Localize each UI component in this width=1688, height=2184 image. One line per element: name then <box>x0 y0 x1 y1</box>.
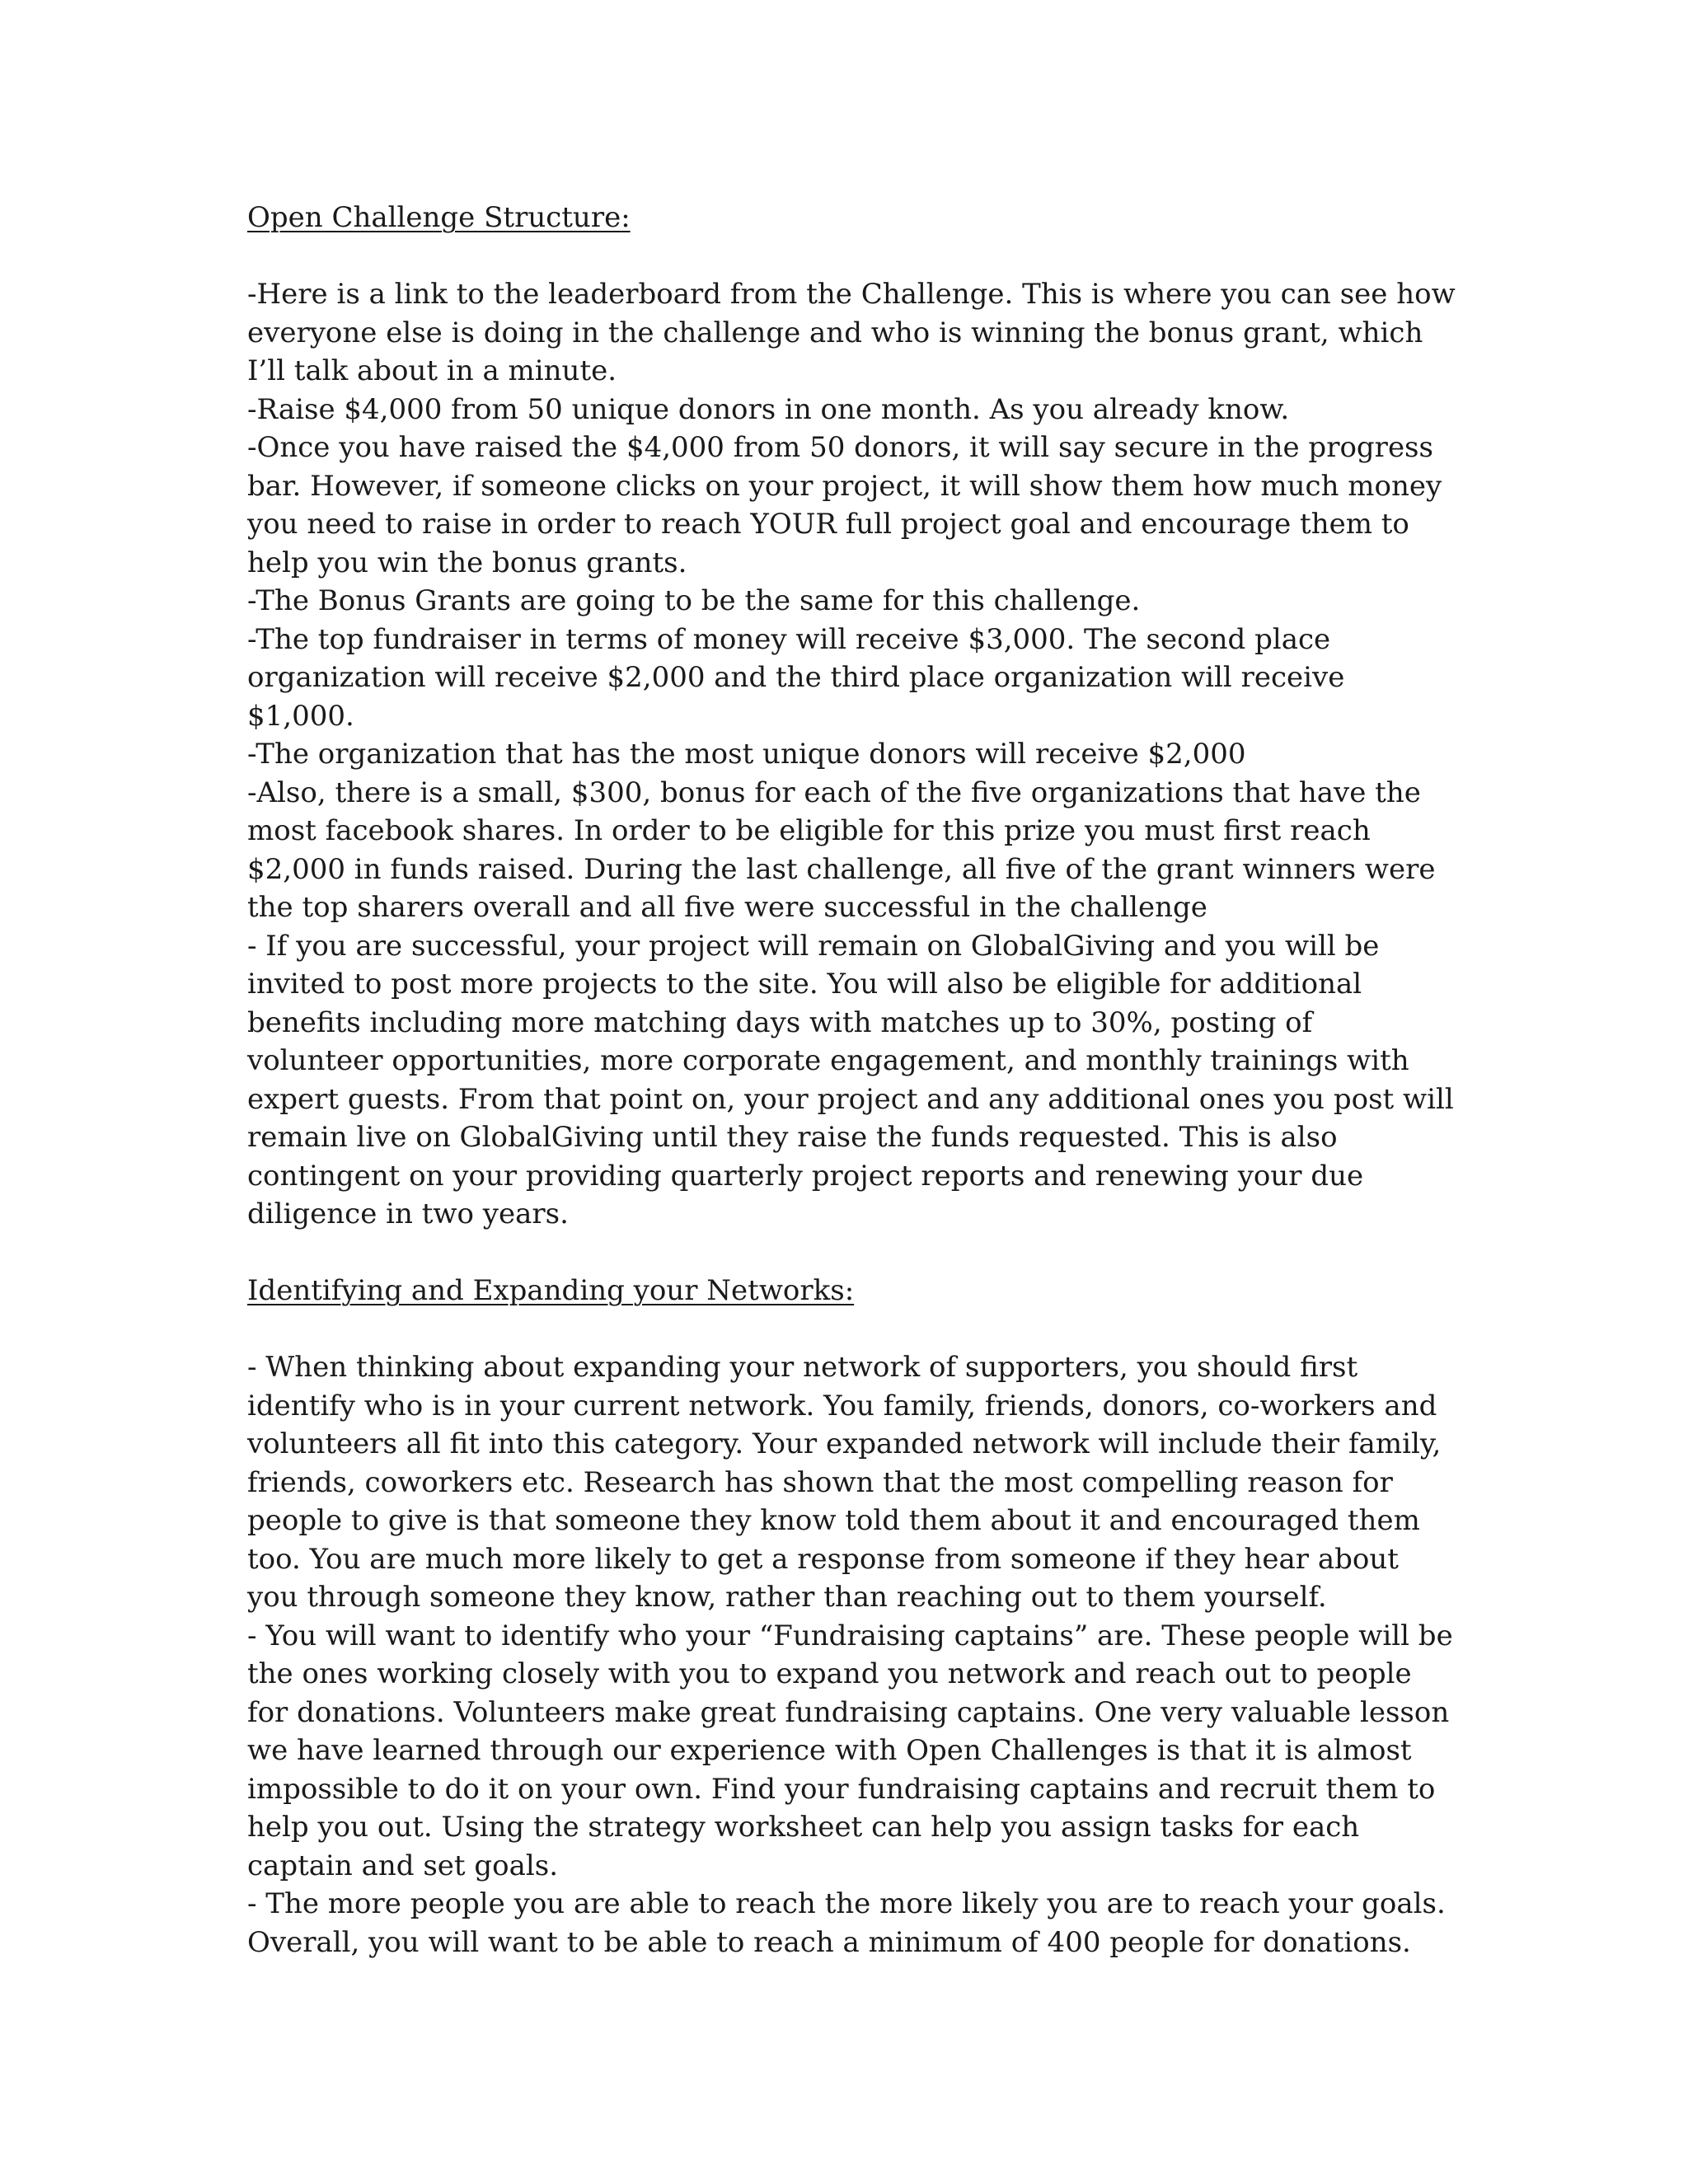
body-text-line: -The organization that has the most unique donors will receive $2,000 <box>247 738 1246 771</box>
body-text-line: - You will want to identify who your “Fundraising captains” are. These people will be <box>247 1619 1453 1652</box>
body-text-line: invited to post more projects to the site. You will also be eligible for additional <box>247 968 1362 1001</box>
body-text-line: -Raise $4,000 from 50 unique donors in one month. As you already know. <box>247 392 1290 426</box>
body-text-line: friends, coworkers etc. Research has shown that the most compelling reason for <box>247 1465 1393 1499</box>
body-text-line: identify who is in your current network. You family, friends, donors, co-workers and <box>247 1389 1437 1422</box>
body-text-line: organization will receive $2,000 and the third place organization will receive <box>247 661 1345 694</box>
body-text-line: $2,000 in funds raised. During the last challenge, all five of the grant winners were <box>247 852 1436 886</box>
body-text-line: captain and set goals. <box>247 1849 559 1882</box>
body-text-line: help you out. Using the strategy worksheet can help you assign tasks for each <box>247 1811 1360 1844</box>
paragraph-spacer <box>247 1310 1459 1349</box>
body-text-line: $1,000. <box>247 699 354 733</box>
body-text-line: -The Bonus Grants are going to be the same for this challenge. <box>247 584 1141 617</box>
body-text-line: - If you are successful, your project will remain on GlobalGiving and you will be <box>247 929 1380 963</box>
body-text-line: -Here is a link to the leaderboard from the Challenge. This is where you can see how <box>247 278 1456 311</box>
body-text-line: impossible to do it on your own. Find your fundraising captains and recruit them to <box>247 1772 1436 1806</box>
body-text-line: -The top fundraiser in terms of money will receive $3,000. The second place <box>247 622 1331 656</box>
paragraph-spacer <box>247 237 1459 276</box>
body-text-line: contingent on your providing quarterly project reports and renewing your due <box>247 1159 1364 1193</box>
body-text-line: - When thinking about expanding your network of supporters, you should first <box>247 1351 1358 1384</box>
body-text-line: most facebook shares. In order to be eligible for this prize you must first reach <box>247 814 1371 847</box>
body-text-line: you through someone they know, rather than reaching out to them yourself. <box>247 1581 1327 1614</box>
body-text-line: diligence in two years. <box>247 1197 569 1230</box>
body-text-line: you need to raise in order to reach YOUR full project goal and encourage them to <box>247 508 1409 541</box>
body-text-line: remain live on GlobalGiving until they raise the funds requested. This is also <box>247 1121 1338 1154</box>
body-text-line: bar. However, if someone clicks on your project, it will show them how much money <box>247 469 1442 503</box>
body-text-line: people to give is that someone they know told them about it and encouraged them <box>247 1504 1420 1537</box>
body-text-line: we have learned through our experience with Open Challenges is that it is almost <box>247 1734 1412 1767</box>
section-heading: Open Challenge Structure: <box>247 201 631 234</box>
body-text-line: benefits including more matching days with matches up to 30%, posting of <box>247 1005 1313 1039</box>
body-text-line: too. You are much more likely to get a response from someone if they hear about <box>247 1542 1399 1576</box>
body-text-line: - The more people you are able to reach the more likely you are to reach your goals. <box>247 1887 1446 1920</box>
body-text-line: help you win the bonus grants. <box>247 546 687 579</box>
body-text-line: for donations. Volunteers make great fundraising captains. One very valuable lesson <box>247 1695 1450 1729</box>
body-text-line: the ones working closely with you to expand you network and reach out to people <box>247 1657 1412 1690</box>
body-text-line: expert guests. From that point on, your project and any additional ones you post will <box>247 1082 1454 1116</box>
document-body <box>247 199 1459 1961</box>
section-spacer <box>247 1234 1459 1272</box>
body-text-line: I’ll talk about in a minute. <box>247 354 617 387</box>
section-heading: Identifying and Expanding your Networks: <box>247 1274 855 1307</box>
body-text-line: volunteer opportunities, more corporate engagement, and monthly trainings with <box>247 1044 1409 1077</box>
body-text-line: the top sharers overall and all five were successful in the challenge <box>247 891 1207 924</box>
body-text-line: everyone else is doing in the challenge and who is winning the bonus grant, which <box>247 316 1423 349</box>
body-text-line: -Also, there is a small, $300, bonus for each of the five organizations that have the <box>247 776 1421 809</box>
body-text-line: Overall, you will want to be able to reach a minimum of 400 people for donations. <box>247 1925 1411 1959</box>
body-text-line: -Once you have raised the $4,000 from 50 donors, it will say secure in the progress <box>247 431 1433 464</box>
body-text-line: volunteers all fit into this category. Your expanded network will include their family, <box>247 1427 1442 1460</box>
